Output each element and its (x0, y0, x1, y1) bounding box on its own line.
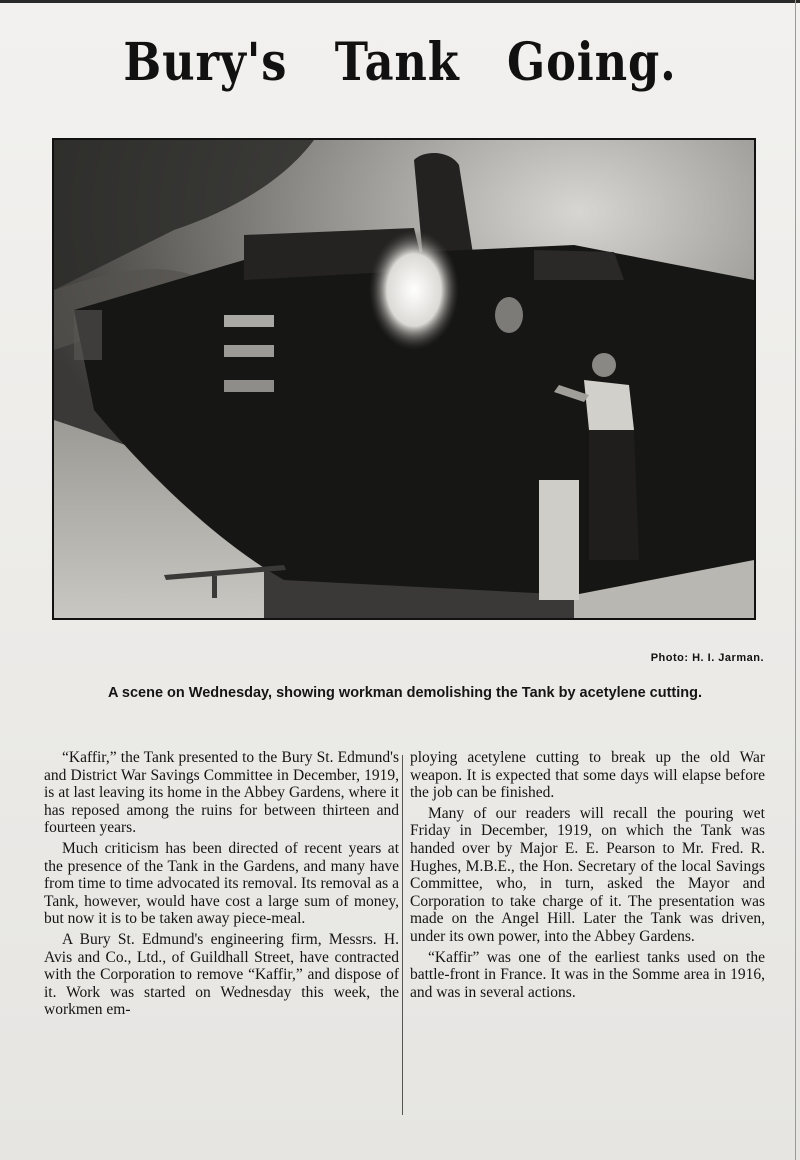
photo-credit: Photo: H. I. Jarman. (650, 652, 764, 664)
column-divider (402, 755, 403, 1115)
paragraph: “Kaffir” was one of the earliest tanks used on the battle-front in France. It was in the Somme area in 1916, and was in several actions. (410, 948, 765, 1001)
headline-word: Tank (334, 32, 460, 93)
photo-caption: A scene on Wednesday, showing workman demolishing the Tank by acetylene cutting. (107, 685, 703, 701)
article-column-right (410, 749, 765, 1004)
paragraph: “Kaffir,” the Tank presented to the Bury St. Edmund's and District War Savings Committee in December, 1919, is at last leaving its home in the Abbey Gardens, where it has reposed among the ruins for between thirteen and fourteen years. (44, 749, 399, 837)
tank-photo (52, 138, 756, 620)
tank-photo-image (54, 140, 754, 618)
headline (56, 32, 744, 93)
headline-word: Going. (507, 32, 677, 93)
paragraph: A Bury St. Edmund's engineering firm, Messrs. H. Avis and Co., Ltd., of Guildhall Street, have contracted with the Corporation to remove “Kaffir,” and dispose of it. Work was started on Wednesday this week, the workmen em- (44, 930, 399, 1019)
paragraph-continuation: ploying acetylene cutting to break up the old War weapon. It is expected that some days will elapse before the job can be finished. (410, 749, 765, 802)
right-rule (795, 0, 796, 1160)
paragraph: Much criticism has been directed of recent years at the presence of the Tank in the Gardens, and many have from time to time advocated its removal. Its removal as a Tank, however, would have cost a large sum of money, but now it is to be taken away piece-meal. (44, 839, 399, 928)
article-column-left (44, 749, 399, 1022)
article-body (44, 749, 790, 1129)
headline-word: Bury's (123, 32, 288, 93)
paragraph: Many of our readers will recall the pouring wet Friday in December, 1919, on which the Tank was handed over by Major E. E. Pearson to Mr. Fred. R. Hughes, M.B.E., the Hon. Secretary of the local Savings Committee, who, in turn, asked the Mayor and Corporation to take charge of it. The presentation was made on the Angel Hill. Later the Tank was driven, under its own power, into the Abbey Gardens. (410, 804, 765, 945)
top-rule (0, 0, 800, 3)
